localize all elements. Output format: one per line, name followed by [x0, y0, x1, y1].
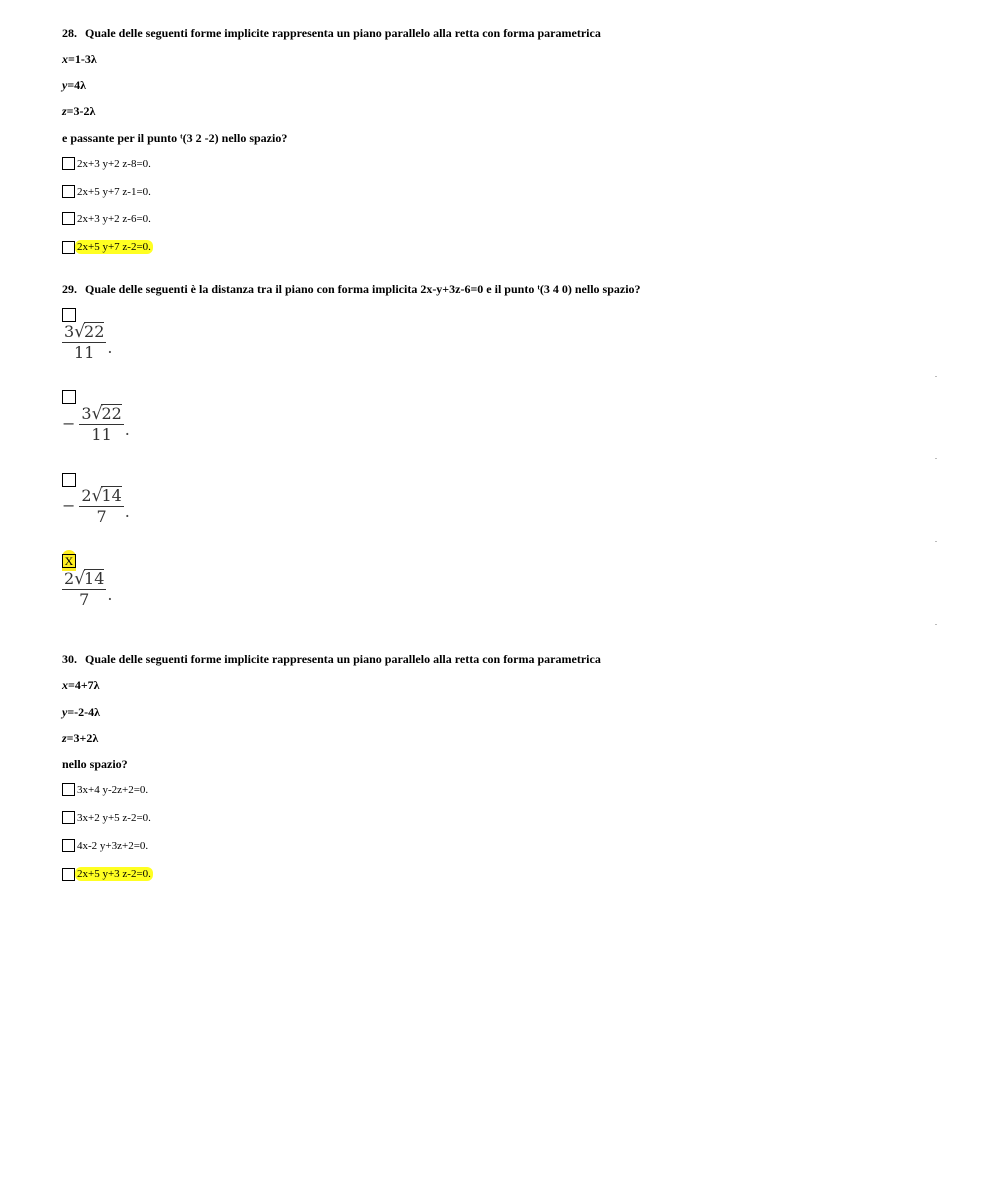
q29-title	[62, 282, 641, 297]
checkbox[interactable]	[62, 308, 76, 322]
option-label: 2x+3 y+2 z-6=0.	[77, 212, 151, 225]
q29-option-c-value: − 2 √ 14 7 .	[62, 485, 130, 526]
checkbox[interactable]	[62, 839, 75, 852]
q30-eq-y: y=-2-4λ	[62, 705, 101, 719]
option-label: 2x+3 y+2 z-8=0.	[77, 157, 151, 170]
q28-eq-x: x=1-3λ	[62, 52, 97, 66]
q30-eq-x: x=4+7λ	[62, 678, 100, 692]
option-label-highlighted: 2x+5 y+7 z-2=0.	[77, 241, 151, 253]
q29-option-d[interactable]	[62, 550, 76, 571]
checkbox[interactable]	[62, 390, 76, 404]
fraction: 3 √ 22 11	[64, 321, 105, 362]
margin-mark	[935, 376, 937, 377]
checkbox[interactable]	[62, 473, 76, 487]
q28-option-d[interactable]	[62, 240, 153, 254]
q29-option-d-value: 2 √ 14 7 .	[64, 568, 113, 609]
q28-option-a[interactable]	[62, 157, 151, 170]
q28-text: Quale delle seguenti forme implicite rappresenta un piano parallelo alla retta con forma parametrica	[85, 26, 601, 40]
fraction: 2 √ 14 7	[81, 485, 122, 526]
q28-option-b[interactable]	[62, 185, 151, 198]
option-label: 3x+2 y+5 z-2=0.	[77, 811, 151, 824]
option-label: 2x+5 y+7 z-1=0.	[77, 185, 151, 198]
margin-mark	[935, 624, 937, 625]
fraction: 2 √ 14 7	[64, 568, 105, 609]
q30-text: Quale delle seguenti forme implicite rappresenta un piano parallelo alla retta con forma parametrica	[85, 652, 601, 666]
checkbox[interactable]	[62, 157, 75, 170]
q30-option-c[interactable]	[62, 839, 148, 852]
q28-eq-y: y=4λ	[62, 78, 87, 92]
checkbox[interactable]	[62, 185, 75, 198]
q29-text: Quale delle seguenti è la distanza tra il piano con forma implicita 2x-y+3z-6=0 e il punto ᵗ(3 4 0) nello spazio?	[85, 282, 641, 296]
q30-option-a[interactable]	[62, 783, 148, 796]
checkbox[interactable]	[62, 241, 75, 254]
option-label: 3x+4 y-2z+2=0.	[77, 783, 149, 796]
q30-option-b[interactable]	[62, 811, 151, 824]
q30-eq-z: z=3+2λ	[62, 731, 99, 745]
option-label-highlighted: 2x+5 y+3 z-2=0.	[77, 868, 151, 880]
q29-option-b-value: − 3 √ 22 11 .	[62, 403, 130, 444]
checkbox[interactable]	[62, 783, 75, 796]
margin-mark	[935, 541, 937, 542]
option-label: 4x-2 y+3z+2=0.	[77, 839, 149, 852]
q29-number: 29.	[62, 282, 77, 296]
q30-option-d[interactable]	[62, 867, 153, 881]
checkbox[interactable]	[62, 811, 75, 824]
q30-closing: nello spazio?	[62, 757, 128, 771]
fraction: 3 √ 22 11	[81, 403, 122, 444]
checkbox[interactable]	[62, 212, 75, 225]
q29-option-a-value: 3 √ 22 11 .	[64, 321, 113, 362]
q28-number: 28.	[62, 26, 77, 40]
checkbox[interactable]	[62, 868, 75, 881]
q30-number: 30.	[62, 652, 77, 666]
q30-title	[62, 652, 601, 667]
checkbox-checked[interactable]: X	[62, 554, 76, 568]
q28-closing: e passante per il punto ᵗ(3 2 -2) nello spazio?	[62, 131, 288, 145]
margin-mark	[935, 458, 937, 459]
q28-title	[62, 26, 601, 41]
q28-eq-z: z=3-2λ	[62, 104, 96, 118]
q28-option-c[interactable]	[62, 212, 151, 225]
